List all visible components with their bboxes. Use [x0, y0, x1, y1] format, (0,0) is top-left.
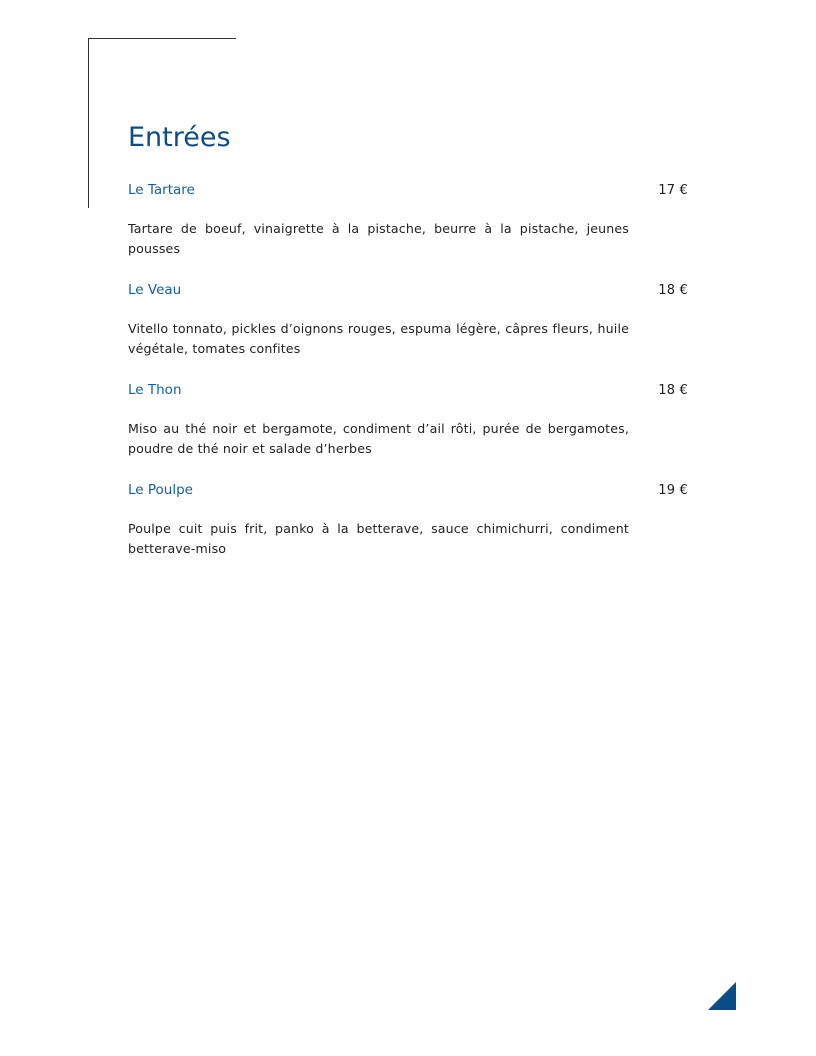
menu-item-header [128, 279, 688, 301]
menu-item-price: 18 € [658, 383, 688, 398]
menu-item [128, 179, 688, 259]
menu-item-header [128, 379, 688, 401]
menu-item [128, 379, 688, 459]
menu-item-description: Poulpe cuit puis frit, panko à la betterave, sauce chimichurri, condiment betterave-miso [128, 521, 629, 556]
menu-item-name: Le Poulpe [128, 482, 193, 498]
menu-item [128, 279, 688, 359]
menu-item-name: Le Veau [128, 282, 182, 298]
menu-item-description: Vitello tonnato, pickles d’oignons rouges, espuma légère, câpres fleurs, huile végétale, tomates confites [128, 321, 629, 356]
triangle-mark-icon [708, 982, 736, 1010]
menu-item-header [128, 179, 688, 201]
menu-item-price: 18 € [658, 283, 688, 298]
menu-item-price: 17 € [658, 183, 688, 198]
page-title: Entrées [128, 122, 231, 153]
menu-item-name: Le Thon [128, 382, 182, 398]
menu-item-name: Le Tartare [128, 182, 195, 198]
menu-item-header [128, 479, 688, 501]
menu-item-description: Miso au thé noir et bergamote, condiment d’ail rôti, purée de bergamotes, poudre de thé noir et salade d’herbes [128, 421, 629, 456]
menu-item [128, 479, 688, 559]
menu-item-description: Tartare de boeuf, vinaigrette à la pistache, beurre à la pistache, jeunes pousses [128, 221, 629, 256]
menu-item-price: 19 € [658, 483, 688, 498]
menu-list [128, 179, 688, 579]
